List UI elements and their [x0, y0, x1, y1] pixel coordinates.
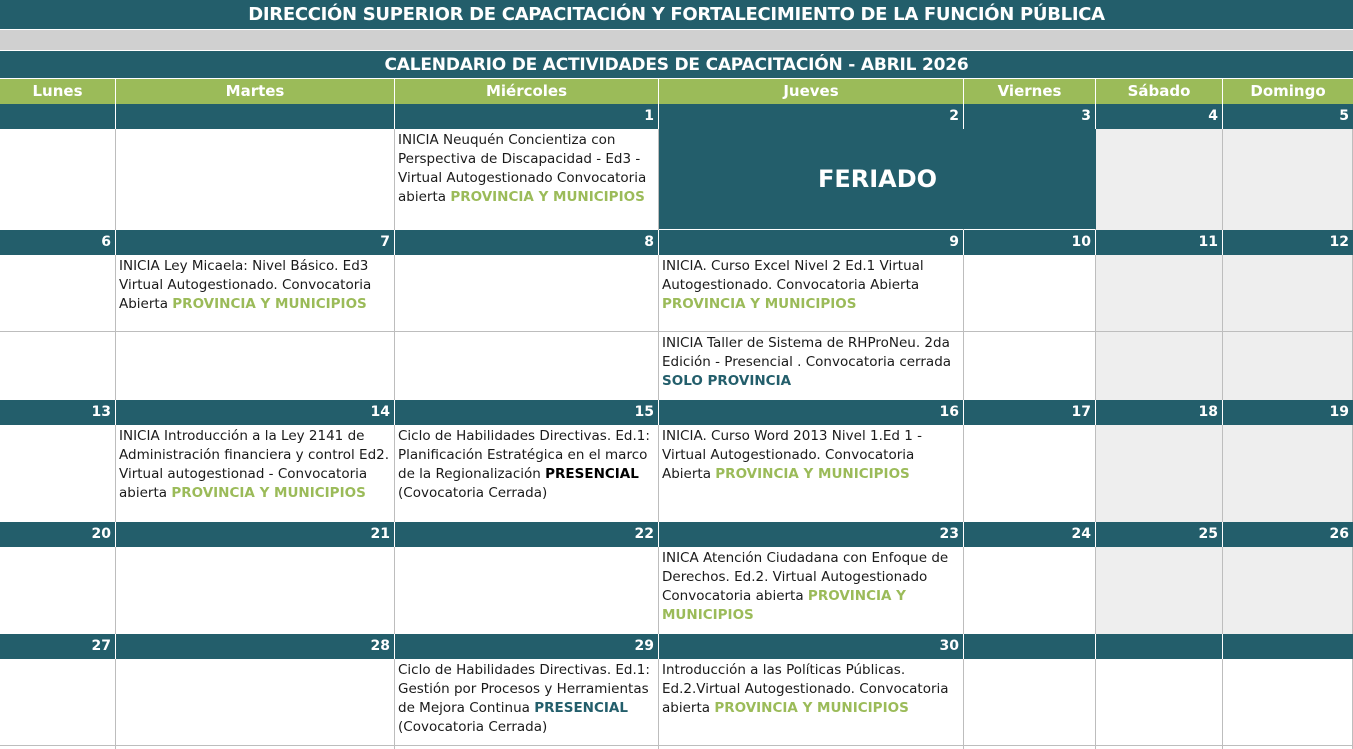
event-tag: PROVINCIA Y MUNICIPIOS	[662, 588, 906, 623]
event-card[interactable]	[659, 547, 963, 634]
day-number: 28	[116, 634, 395, 659]
day-number: 18	[1096, 400, 1223, 425]
day-number: 11	[1096, 230, 1223, 255]
page-title: DIRECCIÓN SUPERIOR DE CAPACITACIÓN Y FORTALECIMIENTO DE LA FUNCIÓN PÚBLICA	[0, 0, 1353, 30]
spacer-row	[0, 30, 1353, 51]
day-number: 2	[659, 104, 964, 129]
day-number: 24	[964, 522, 1096, 547]
calendar-title: CALENDARIO DE ACTIVIDADES DE CAPACITACIÓN - ABRIL 2026	[0, 51, 1353, 79]
weekday-miercoles: Miércoles	[395, 79, 659, 104]
event-tag: PROVINCIA Y MUNICIPIOS	[450, 189, 645, 205]
event-text: INICIA Ley Micaela: Nivel Básico. Ed3 Virtual Autogestionado. Convocatoria Abierta	[119, 258, 372, 312]
day-number: 6	[0, 230, 116, 255]
event-text: INICIA Taller de Sistema de RHProNeu. 2da Edición - Presencial . Convocatoria cerrada	[662, 335, 952, 370]
weekday-domingo: Domingo	[1223, 79, 1353, 104]
event-card[interactable]	[659, 255, 963, 330]
weekday-martes: Martes	[116, 79, 395, 104]
weekday-sabado: Sábado	[1096, 79, 1223, 104]
event-card[interactable]	[659, 425, 963, 522]
day-number: 21	[116, 522, 395, 547]
week-5-numbers	[0, 634, 1353, 659]
event-text: INICIA Introducción a la Ley 2141 de Administración financiera y control Ed2. Virtual autogestionad - Convocatoria abierta	[119, 428, 390, 501]
day-number: 30	[659, 634, 964, 659]
event-text: Ciclo de Habilidades Directivas. Ed.1: Planificación Estratégica en el marco de la Regionalización	[398, 428, 650, 482]
day-number: 5	[1223, 104, 1353, 129]
event-tag: PROVINCIA Y MUNICIPIOS	[171, 485, 366, 501]
day-number: 19	[1223, 400, 1353, 425]
day-number	[964, 634, 1096, 659]
event-tag: SOLO PROVINCIA	[662, 373, 792, 389]
day-number: 10	[964, 230, 1096, 255]
event-text: INICIA. Curso Excel Nivel 2 Ed.1 Virtual Autogestionado. Convocatoria Abierta	[662, 258, 924, 293]
event-card[interactable]	[659, 332, 963, 400]
day-number: 14	[116, 400, 395, 425]
event-text: Ciclo de Habilidades Directivas. Ed.1: Gestión por Procesos y Herramientas de Mejora Continua	[398, 662, 650, 716]
event-suffix: (Covocatoria Cerrada)	[398, 719, 548, 735]
day-number: 7	[116, 230, 395, 255]
event-tag: PROVINCIA Y MUNICIPIOS	[714, 700, 909, 716]
day-number: 20	[0, 522, 116, 547]
event-card[interactable]	[395, 425, 658, 522]
weekday-header	[0, 79, 1353, 104]
day-number: 16	[659, 400, 964, 425]
day-number: 8	[395, 230, 659, 255]
day-number	[1223, 634, 1353, 659]
event-tag: PROVINCIA Y MUNICIPIOS	[172, 296, 367, 312]
day-number: 3	[964, 104, 1096, 129]
day-number	[0, 104, 116, 129]
event-text: INICA Atención Ciudadana con Enfoque de Derechos. Ed.2. Virtual Autogestionado Convocatoria abierta	[662, 550, 949, 604]
event-card[interactable]	[659, 659, 963, 745]
event-tag: PROVINCIA Y MUNICIPIOS	[662, 296, 857, 312]
day-number	[1096, 634, 1223, 659]
day-number: 15	[395, 400, 659, 425]
day-number: 29	[395, 634, 659, 659]
day-number: 22	[395, 522, 659, 547]
day-number: 9	[659, 230, 964, 255]
day-number: 13	[0, 400, 116, 425]
week-1-numbers	[0, 104, 1353, 129]
event-text: Introducción a las Políticas Públicas. Ed.2.Virtual Autogestionado. Convocatoria abierta	[662, 662, 949, 716]
day-number: 25	[1096, 522, 1223, 547]
event-tag: PRESENCIAL	[545, 466, 639, 482]
day-number: 12	[1223, 230, 1353, 255]
day-number: 4	[1096, 104, 1223, 129]
grid-line	[0, 745, 1353, 746]
week-3-numbers	[0, 400, 1353, 425]
event-suffix: (Covocatoria Cerrada)	[398, 485, 548, 501]
holiday-block: FERIADO	[659, 129, 1096, 229]
week-2-numbers	[0, 230, 1353, 255]
day-number: 26	[1223, 522, 1353, 547]
weekday-jueves: Jueves	[659, 79, 964, 104]
week-4-numbers	[0, 522, 1353, 547]
weekday-lunes: Lunes	[0, 79, 116, 104]
event-tag: PROVINCIA Y MUNICIPIOS	[715, 466, 910, 482]
day-number: 1	[395, 104, 659, 129]
weekend-shade	[1096, 129, 1353, 230]
day-number: 23	[659, 522, 964, 547]
event-text: INICIA Neuquén Concientiza con Perspectiva de Discapacidad - Ed3 - Virtual Autogestionado Convocatoria abierta	[398, 132, 647, 205]
event-tag: PRESENCIAL	[534, 700, 628, 716]
event-card[interactable]	[116, 255, 394, 330]
day-number: 17	[964, 400, 1096, 425]
day-number: 27	[0, 634, 116, 659]
weekend-shade	[1096, 547, 1353, 634]
event-card[interactable]	[395, 129, 658, 229]
day-number	[116, 104, 395, 129]
weekend-shade	[1096, 425, 1353, 522]
weekend-shade	[1096, 255, 1353, 400]
event-card[interactable]	[395, 659, 658, 745]
event-text: INICIA. Curso Word 2013 Nivel 1.Ed 1 - Virtual Autogestionado. Convocatoria Abierta	[662, 428, 923, 482]
event-card[interactable]	[116, 425, 394, 522]
weekday-viernes: Viernes	[964, 79, 1096, 104]
